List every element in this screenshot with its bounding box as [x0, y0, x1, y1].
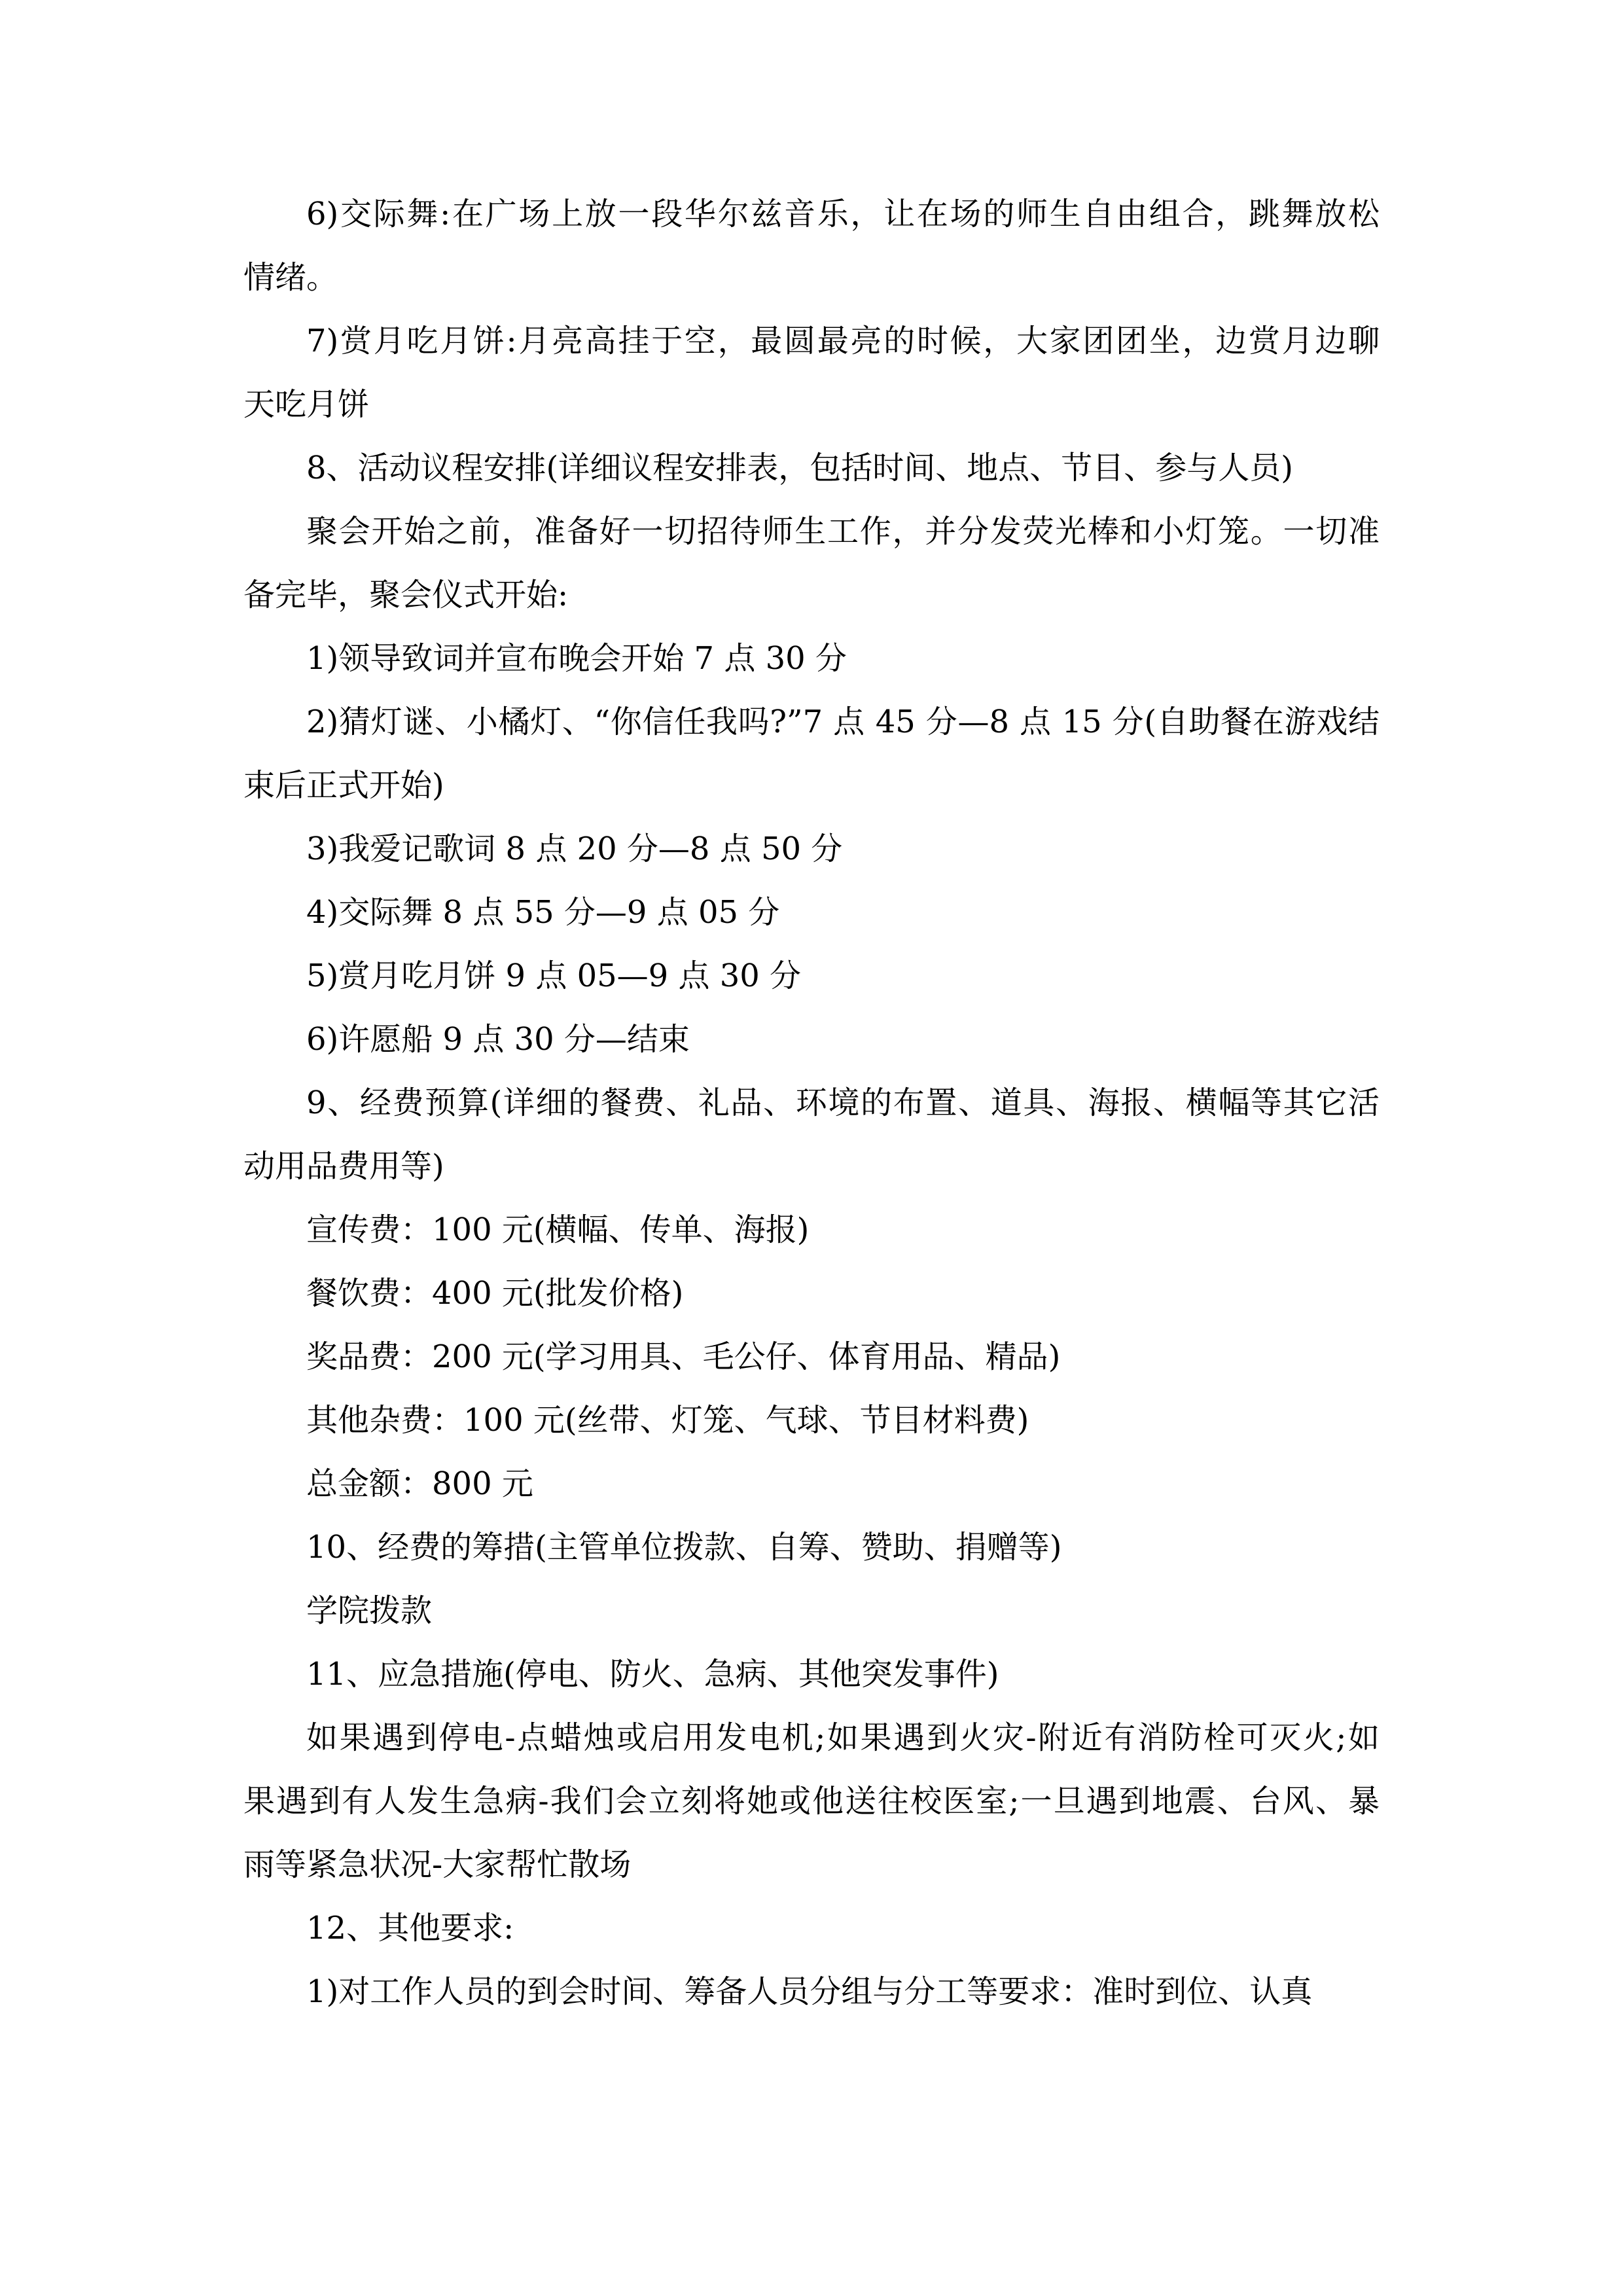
text-line: 10、经费的筹措(主管单位拨款、自筹、赞助、捐赠等): [306, 1529, 1062, 1566]
text-line: 3)我爱记歌词 8 点 20 分—8 点 50 分: [306, 831, 843, 867]
text-line: 餐饮费：400 元(批发价格): [306, 1275, 684, 1312]
text-line: 1)对工作人员的到会时间、筹备人员分组与分工等要求：准时到位、认真: [306, 1973, 1313, 2010]
text-line: 如果遇到停电-点蜡烛或启用发电机;如果遇到火灾-附近有消防栓可灭火;如: [306, 1719, 1380, 1756]
text-line: 总金额：800 元: [306, 1465, 533, 1502]
text-line: 动用品费用等): [243, 1148, 444, 1185]
text-line: 其他杂费：100 元(丝带、灯笼、气球、节目材料费): [306, 1402, 1029, 1439]
document-text-block: [243, 183, 1380, 2024]
text-line: 9、经费预算(详细的餐费、礼品、环境的布置、道具、海报、横幅等其它活: [306, 1085, 1380, 1121]
text-line: 6)许愿船 9 点 30 分—结束: [306, 1021, 690, 1058]
text-line: 学院拨款: [306, 1592, 433, 1629]
text-line: 情绪。: [243, 259, 338, 296]
text-line: 备完毕，聚会仪式开始:: [243, 577, 569, 613]
text-line: 果遇到有人发生急病-我们会立刻将她或他送往校医室;一旦遇到地震、台风、暴: [243, 1783, 1380, 1820]
text-line: 宣传费：100 元(横幅、传单、海报): [306, 1211, 810, 1248]
text-line: 5)赏月吃月饼 9 点 05—9 点 30 分: [306, 958, 802, 994]
text-line: 4)交际舞 8 点 55 分—9 点 05 分: [306, 894, 780, 931]
text-line: 奖品费：200 元(学习用具、毛公仔、体育用品、精品): [306, 1338, 1061, 1375]
text-line: 7)赏月吃月饼:月亮高挂于空，最圆最亮的时候，大家团团坐，边赏月边聊: [306, 323, 1380, 359]
text-line: 6)交际舞:在广场上放一段华尔兹音乐，让在场的师生自由组合，跳舞放松: [306, 196, 1380, 232]
text-line: 11、应急措施(停电、防火、急病、其他突发事件): [306, 1656, 999, 1693]
text-line: 8、活动议程安排(详细议程安排表，包括时间、地点、节目、参与人员): [306, 450, 1293, 486]
text-line: 聚会开始之前，准备好一切招待师生工作，并分发荧光棒和小灯笼。一切准: [306, 513, 1380, 550]
text-line: 雨等紧急状况-大家帮忙散场: [243, 1846, 632, 1883]
text-line: 1)领导致词并宣布晚会开始 7 点 30 分: [306, 640, 847, 677]
text-line: 束后正式开始): [243, 767, 444, 804]
text-line: 2)猜灯谜、小橘灯、“你信任我吗?”7 点 45 分—8 点 15 分(自助餐在游戏结: [306, 704, 1380, 740]
text-line: 天吃月饼: [243, 386, 370, 423]
text-line: 12、其他要求:: [306, 1910, 514, 1946]
